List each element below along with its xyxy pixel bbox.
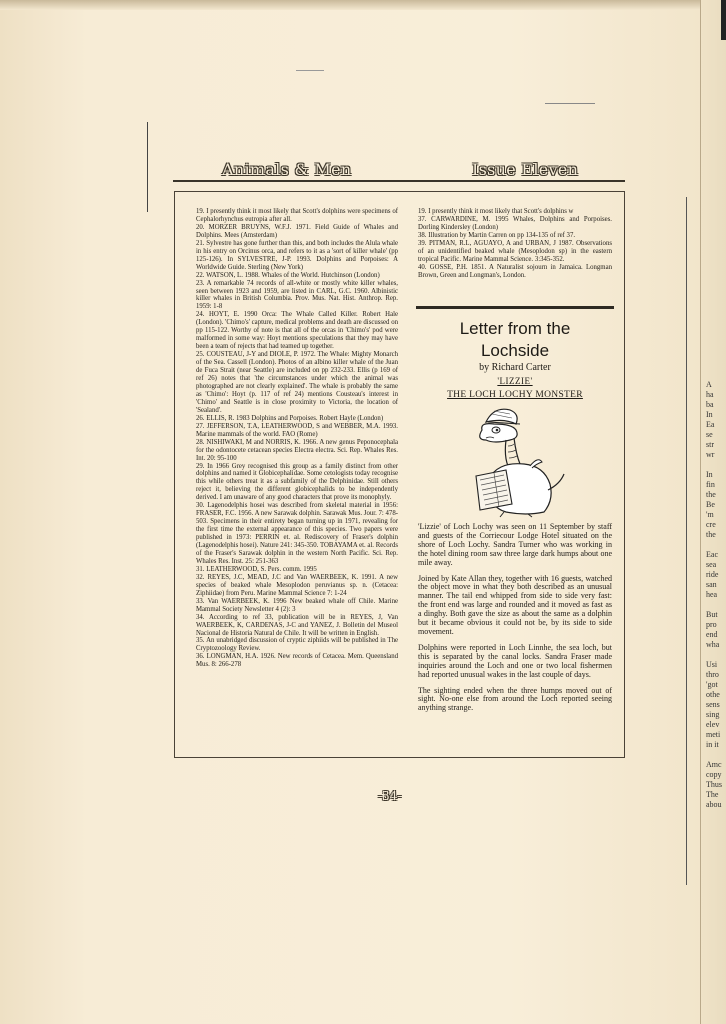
adjacent-text-fragment: hea (706, 590, 718, 599)
adjacent-text-fragment: 'm (706, 510, 714, 519)
reference-entry: 33. Van WAERBEEK, K. 1996 New beaked whale off Chile. Marine Mammal Society Newsletter 4 (2): 3 (196, 597, 398, 613)
reference-entry: 34. According to ref 33, publication will be in REYES, J, Van WAERBEEK, K, CARDENAS, J-C and YANEZ, J. Bolletin del Museol Nacional de Historia Natural de Chile. It will be written in English. (196, 613, 398, 637)
pencil-mark (296, 70, 324, 71)
adjacent-text-fragment: othe (706, 690, 720, 699)
adjacent-text-fragment: copy (706, 770, 722, 779)
monster-heading: THE LOCH LOCHY MONSTER (447, 390, 583, 400)
adjacent-text-fragment: wr (706, 450, 715, 459)
adjacent-text-fragment: the (706, 490, 716, 499)
adjacent-text-fragment (706, 650, 726, 660)
letter-body (418, 523, 612, 720)
adjacent-text-fragment: abou (706, 800, 722, 809)
reference-entry: 39. PITMAN, R.L, AGUAYO, A and URBAN, J 1987. Observations of an unidentified beaked whale (Mesoplodon sp) in the eastern tropical Pacific. Marine Mammal Science. 3:345-352. (418, 239, 612, 263)
lizzie-heading: 'LIZZIE' (497, 376, 533, 386)
reference-entry: 38. Illustration by Martin Carren on pp 134-135 of ref 37. (418, 231, 576, 239)
adjacent-text-fragment: elev (706, 720, 720, 729)
adjacent-text-fragment: meti (706, 730, 721, 739)
letter-title (418, 318, 612, 362)
reference-entry: 29. In 1966 Grey recognised this group as a family distinct from other dolphins and named it Globicephalidae. Some cetologists today recognise this while others treat it as a subfamily of the Delphinidae. Still others reject it, believing the different globicephalids to be independently derived. I am unaware of any good characters that prove its monophyly. (196, 462, 398, 502)
adjacent-text-fragment: sea (706, 560, 717, 569)
adjacent-text-fragment: Ea (706, 420, 715, 429)
reference-entry: 26. ELLIS, R. 1983 Dolphins and Porpoises. Robert Hayle (London) (196, 414, 384, 422)
adjacent-text-fragment: str (706, 440, 714, 449)
header-rule (173, 180, 625, 182)
references-left-column (196, 208, 398, 669)
magazine-title: Animals & Men (222, 160, 352, 179)
adjacent-text-fragment: san (706, 580, 717, 589)
binder-edge (721, 0, 726, 40)
adjacent-text-fragment: In (706, 470, 713, 479)
adjacent-text-fragment: ba (706, 400, 714, 409)
letter-title-line1: Letter from the (459, 319, 571, 338)
adjacent-text-fragment (706, 460, 726, 470)
letter-paragraph: The sighting ended when the three humps moved out of sight. No-one else from around the Loch reported seeing anything strange. (418, 685, 612, 713)
reference-entry: 19. I presently think it most likely that Scott's dolphins were specimens of Cephalorhynchus eutropia after all. (196, 208, 398, 223)
page-number: -34- (378, 789, 402, 803)
letter-paragraph: Joined by Kate Allan they, together with 16 guests, watched the object move in what they both described as an unusual manner. The tail end whipped from side to side very fast: the front end was large and rounded and it moved as fast as a dinghy. Both gave the size as about the same as a dolphin but it became obvious it could not be, by its side to side movement. (418, 573, 612, 636)
reference-entry: 19. I presently think it most likely that Scott's dolphins w (418, 208, 574, 215)
reference-entry: 36. LONGMAN, H.A. 1926. New records of Cetacea. Mem. Queensland Mus. 8: 266-278 (196, 653, 398, 669)
reference-entry: 28. NISHIWAKI, M and NORRIS, K. 1966. A new genus Peponocephala for the odontocete cetacean species Electra electra. Sci. Rep. Whales Res. Int. 20: 95-100 (196, 438, 398, 462)
letter-title-line2: Lochside (480, 341, 550, 360)
adjacent-text-fragment: thro (706, 670, 719, 679)
adjacent-text-fragment (706, 750, 726, 760)
adjacent-text-fragment: fin (706, 480, 715, 489)
adjacent-page-text (706, 380, 726, 810)
adjacent-text-fragment: But (706, 610, 718, 619)
adjacent-text-fragment: 'got (706, 680, 718, 689)
reference-entry: 32. REYES, J.C, MEAD, J.C and Van WAERBEEK, K. 1991. A new species of beaked whale Mesoplodon peruvianus sp. n. (Cetacea: Ziphiidae) from Peru. Marine Mammal Science 7: 1-24 (196, 573, 398, 597)
adjacent-text-fragment: pro (706, 620, 717, 629)
adjacent-text-fragment: in it (706, 740, 719, 749)
reference-entry: 23. A remarkable 74 records of all-white or mostly white killer whales, seen between 1923 and 1959, are listed in CARL, G.C. 1960. Albinistic killer whales in British Columbia. Prov. Mus. Nat. Hist. Anthrop. Rep. 1959: 1-8 (196, 279, 398, 311)
adjacent-text-fragment (706, 540, 726, 550)
reference-entry: 20. MORZER BRUYNS, W.F.J. 1971. Field Guide of Whales and Dolphins. Mees (Amsterdam) (196, 223, 398, 239)
lizzie-cartoon-illustration (464, 400, 568, 518)
adjacent-text-fragment: se (706, 430, 713, 439)
letter-paragraph: Dolphins were reported in Loch Linnhe, the sea loch, but this is separated by the canal locks. Sandra Fraser made inquiries around the Loch and one or two local fishermen had reported unusual wakes in the last couple of days. (418, 642, 612, 679)
reference-entry: 27. JEFFERSON, T.A, LEATHERWOOD, S and WEBBER, M.A. 1993. Marine mammals of the world. FAO (Rome) (196, 422, 398, 438)
adjacent-text-fragment (706, 600, 726, 610)
reference-entry: 24. HOYT, E. 1990 Orca: The Whale Called Killer. Robert Hale (London). 'Chimo's' capture, medical problems and death are discussed on pp 115-122. Worthy of note is that all of the orcas in 'Chimo's' pod were malformed in some way: Hoyt mentions speculations that they may have been a team of rejects that had teamed up together. (196, 311, 398, 351)
adjacent-text-fragment: In (706, 410, 713, 419)
reference-entry: 37. CARWARDINE, M. 1995 Whales, Dolphins and Porpoises. Dorling Kindersley (London) (418, 215, 612, 231)
adjacent-text-fragment: ride (706, 570, 719, 579)
pencil-mark (545, 103, 595, 104)
reference-entry: 31. LEATHERWOOD, S. Pers. comm. 1995 (196, 565, 317, 573)
adjacent-text-fragment: Eac (706, 550, 718, 559)
reference-entry: 21. Sylvestre has gone further than this, and both includes the Alula whale in his entry on Orcinus orca, and refers to it as a 'sort of killer whale' (pp 125-126). In SYLVESTRE, J-P. 1993. Dolphins and Porpoises: A Worldwide Guide. Sterling (New York) (196, 239, 398, 271)
adjacent-text-fragment: ha (706, 390, 714, 399)
adjacent-text-fragment: sing (706, 710, 720, 719)
letter-paragraph: 'Lizzie' of Loch Lochy was seen on 11 September by staff and guests of the Corriecour Lodge Hotel situated on the shore of Loch Lochy. Sandra Turner who was working in the hotel dining room saw three large dark humps about one mile away. (418, 522, 612, 567)
adjacent-text-fragment: wha (706, 640, 720, 649)
section-divider (416, 306, 614, 309)
adjacent-text-fragment: Amc (706, 760, 722, 769)
adjacent-text-fragment: The (706, 790, 719, 799)
adjacent-text-fragment: Usi (706, 660, 718, 669)
adjacent-text-fragment: Be (706, 500, 715, 509)
adjacent-text-fragment: sens (706, 700, 720, 709)
issue-label: Issue Eleven (472, 160, 579, 179)
margin-bracket-mark (147, 122, 151, 212)
adjacent-text-fragment: the (706, 530, 716, 539)
references-right-column (418, 208, 612, 280)
byline: by Richard Carter (479, 362, 551, 373)
reference-entry: 25. COUSTEAU, J-Y and DIOLE, P. 1972. The Whale: Mighty Monarch of the Sea. Cassell (London). Photos of an albino killer whale of the Juan de Fuca Strait (near Seattle) are included on pp 232-233. Ellis (p 169 of ref 26) notes that 'the circumstances under which the animal was photographed are not clearly explained'. The whale is probably the same as 'Chimo': Hoyt (p. 117 of ref 24) mentions Cousteau's interest in 'Chimo' and Seattle is in close proximity to Victoria, the location of 'Sealand'. (196, 351, 398, 414)
reference-entry: 30. Lagenodelphis hosei was described from skeletal material in 1956: FRASER, F.C. 1956. A new Sarawak dolphin. Sarawak Mus. Jour. 7: 478-503. Specimens in their entirety began turning up in 1971, revealing for the first time the external appearance of this species. Two papers were published in 1973: PERRIN et. al. Rediscovery of Fraser's dolphin (Lagenodelphis hosei). Nature 241: 345-350. TOBAYAMA et. al. Records of the Fraser's Sarawak dolphin in the western North Pacific. Sci. Rep. Whales Res. Inst. 25: 251-363 (196, 502, 398, 565)
adjacent-text-fragment: end (706, 630, 718, 639)
adjacent-text-fragment: A (706, 380, 712, 389)
adjacent-text-fragment: Thus (706, 780, 722, 789)
reference-entry: 40. GOSSE, P.H. 1851. A Naturalist sojourn in Jamaica. Longman Brown, Green and Longman's, London. (418, 263, 612, 279)
reference-entry: 35. An unabridged discussion of cryptic ziphiids will be published in The Cryptozoology Review. (196, 637, 398, 653)
top-shadow (0, 0, 726, 10)
reference-entry: 22. WATSON, L. 1988. Whales of the World. Hutchinson (London) (196, 271, 380, 279)
adjacent-text-fragment: cre (706, 520, 716, 529)
